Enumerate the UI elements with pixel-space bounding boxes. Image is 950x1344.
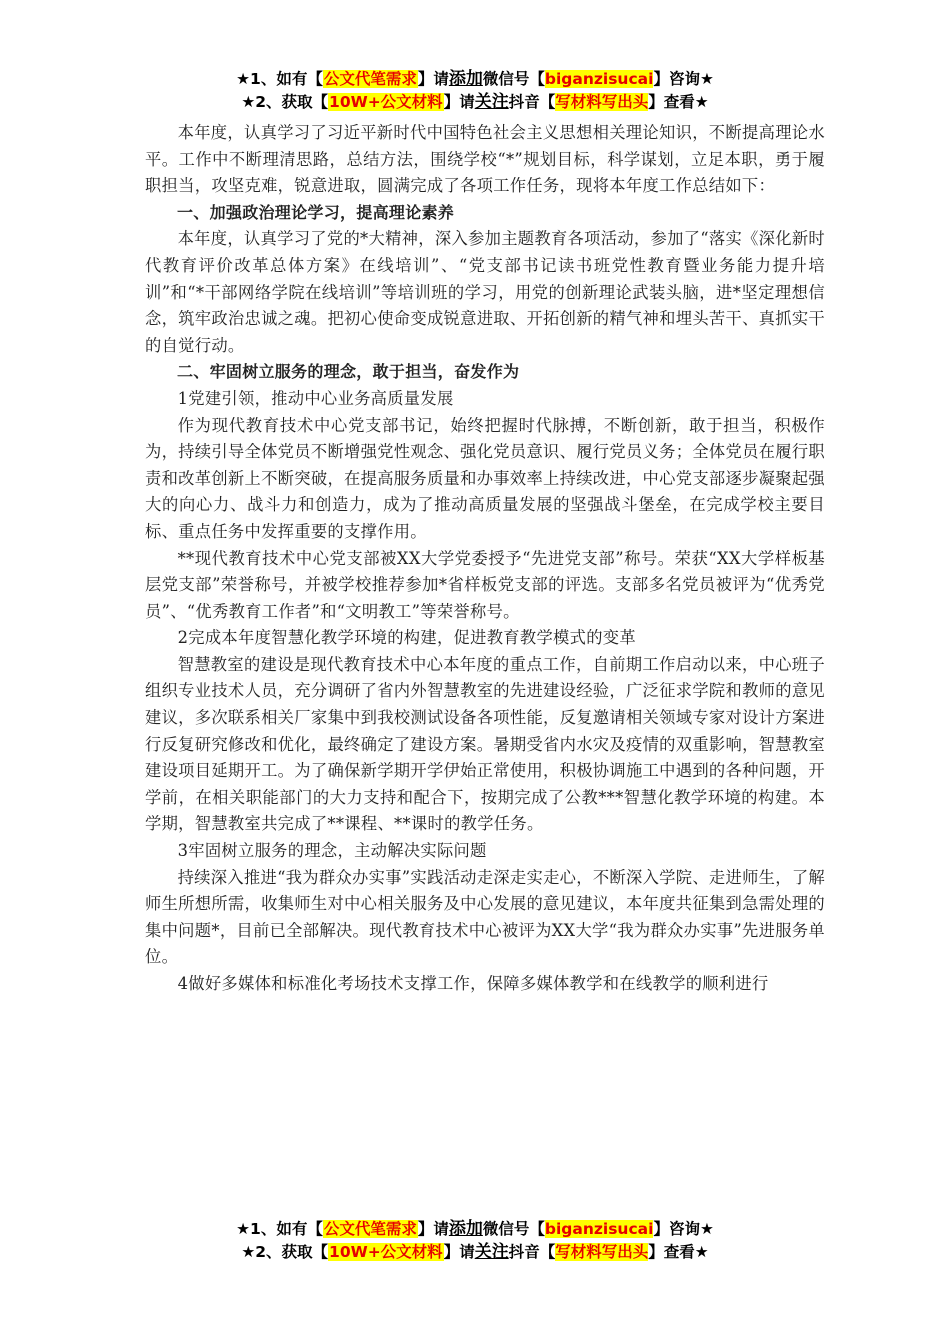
banner-text: 】咨询★ [653,1220,714,1238]
paragraph: **现代教育技术中心党支部被XX大学党委授予“先进党支部”称号。荣获“XX大学样板基层党支部”荣誉称号，并被学校推荐参加*省样板党支部的评选。支部多名党员被评为“优秀党员”、“优秀教育工作者”和“文明教工”等荣誉称号。 [145,548,825,621]
paragraph: 1党建引领，推动中心业务高质量发展 [177,388,454,408]
highlight-douyin-account: 写材料写出头 [555,1243,649,1261]
highlight-wechat-id: biganzisucai [544,1220,654,1238]
banner-text: 】请 [417,70,449,88]
top-banner [0,68,950,114]
highlight-wechat-id: biganzisucai [544,70,654,88]
banner-text: 】请 [443,93,475,111]
document-body [145,120,825,998]
emphasis-text: 添加 [448,69,483,89]
emphasis-text: 关注 [474,92,509,112]
paragraph: 3牢固树立服务的理念，主动解决实际问题 [177,841,487,861]
paragraph: 2完成本年度智慧化教学环境的构建，促进教育教学模式的变革 [177,628,636,648]
banner-text: ★2、获取【 [241,93,329,111]
highlight-materials: 10W+公文材料 [329,1243,443,1261]
banner-line-1 [0,1218,950,1241]
banner-text: 微信号【 [482,70,545,88]
banner-line-1 [0,68,950,91]
banner-text: ★1、如有【 [236,70,323,88]
emphasis-text: 添加 [448,1219,483,1239]
banner-text: 】查看★ [648,1243,709,1261]
highlight-service: 公文代笔需求 [323,70,417,88]
paragraph: 本年度，认真学习了习近平新时代中国特色社会主义思想相关理论知识，不断提高理论水平。工作中不断理清思路，总结方法，围绕学校“*”规划目标，科学谋划，立足本职，勇于履职担当，攻坚克难，锐意进取，圆满完成了各项工作任务，现将本年度工作总结如下： [145,123,825,196]
banner-line-2 [0,91,950,114]
banner-text: 】请 [443,1243,475,1261]
banner-text: 】请 [417,1220,449,1238]
paragraph: 4做好多媒体和标准化考场技术支撑工作，保障多媒体教学和在线教学的顺利进行 [177,974,769,993]
banner-text: 抖音【 [508,93,556,111]
banner-text: 抖音【 [508,1243,556,1261]
paragraph: 持续深入推进“我为群众办实事”实践活动走深走实走心，不断深入学院、走进师生，了解师生所想所需，收集师生对中心相关服务及中心发展的意见建议，本年度共征集到急需处理的集中问题*，目前已全部解决。现代教育技术中心被评为XX大学“我为群众办实事”先进服务单位。 [145,867,825,967]
section-heading: 一、加强政治理论学习，提高理论素养 [177,202,455,222]
paragraph: 智慧教室的建设是现代教育技术中心本年度的重点工作，自前期工作启动以来，中心班子组织专业技术人员，充分调研了省内外智慧教室的先进建设经验，广泛征求学院和教师的意见建议，多次联系相关厂家集中到我校测试设备各项性能，反复邀请相关领域专家对设计方案进行反复研究修改和优化，最终确定了建设方案。暑期受省内水灾及疫情的双重影响，智慧教室建设项目延期开工。为了确保新学期开学伊始正常使用，积极协调施工中遇到的各种问题，开学前，在相关职能部门的大力支持和配合下，按期完成了公教***智慧化教学环境的构建。本学期，智慧教室共完成了**课程、**课时的教学任务。 [145,654,825,834]
banner-text: 】咨询★ [653,70,714,88]
banner-line-2 [0,1241,950,1264]
banner-text: ★1、如有【 [236,1220,323,1238]
paragraph: 作为现代教育技术中心党支部书记，始终把握时代脉搏，不断创新，敢于担当，积极作为，持续引导全体党员不断增强党性观念、强化党员意识、履行党员义务；全体党员在履行职责和改革创新上不断突破，在提高服务质量和办事效率上持续改进，中心党支部逐步凝聚起强大的向心力、战斗力和创造力，成为了推动高质量发展的坚强战斗堡垒，在完成学校主要目标、重点任务中发挥重要的支撑作用。 [145,415,825,541]
section-heading: 二、牢固树立服务的理念，敢于担当，奋发作为 [177,362,520,382]
banner-text: 微信号【 [482,1220,545,1238]
bottom-banner [0,1218,950,1264]
highlight-service: 公文代笔需求 [323,1220,417,1238]
highlight-douyin-account: 写材料写出头 [555,93,649,111]
banner-text: ★2、获取【 [241,1243,329,1261]
highlight-materials: 10W+公文材料 [329,93,443,111]
paragraph: 本年度，认真学习了党的*大精神，深入参加主题教育各项活动，参加了“落实《深化新时代教育评价改革总体方案》在线培训”、“党支部书记读书班党性教育暨业务能力提升培训”和“*干部网络学院在线培训”等培训班的学习，用党的创新理论武装头脑，进*坚定理想信念，筑牢政治忠诚之魂。把初心使命变成锐意进取、开拓创新的精气神和埋头苦干、真抓实干的自觉行动。 [145,229,825,355]
emphasis-text: 关注 [474,1242,509,1262]
banner-text: 】查看★ [648,93,709,111]
